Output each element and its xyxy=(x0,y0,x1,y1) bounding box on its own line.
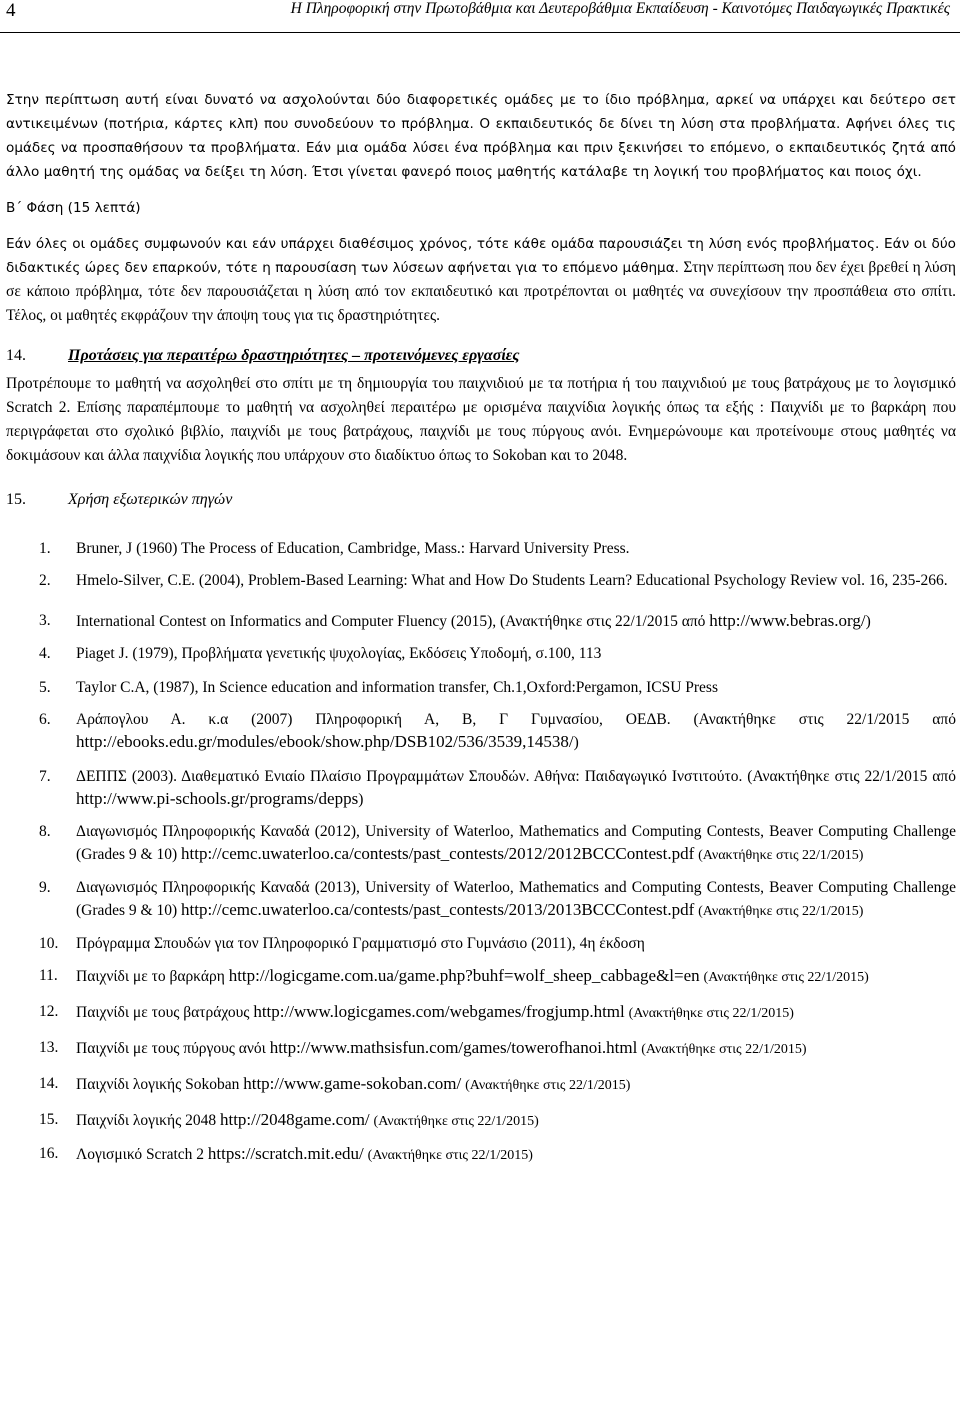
reference-text: Παιχνίδι με τους βατράχους xyxy=(76,1004,250,1021)
reference-text: Piaget J. (1979), Προβλήματα γενετικής ψυχολογίας, Εκδόσεις Υποδομή, σ.100, 113 xyxy=(76,645,602,662)
reference-number: 5. xyxy=(39,679,51,696)
reference-url-link[interactable]: http://cemc.uwaterloo.ca/contests/past_contests/2012/2012BCCContest.pdf xyxy=(181,844,695,863)
reference-retrieved-note: ) xyxy=(573,734,579,751)
reference-text: ΔΕΠΠΣ (2003). Διαθεματικό Ενιαίο Πλαίσιο Προγραμμάτων Σπουδών. Αθήνα: Παιδαγωγικό Ινστιτούτο. (Ανακτήθηκε στις 22/1/2015 από xyxy=(76,768,956,785)
reference-text: Bruner, J (1960) The Process of Education, Cambridge, Mass.: Harvard University Press. xyxy=(76,540,630,557)
section-14-heading: 14. Προτάσεις για περαιτέρω δραστηριότητες – προτεινόμενες εργασίες xyxy=(6,347,520,364)
section-14-paragraph: Προτρέπουμε το μαθητή να ασχοληθεί στο σπίτι με τη δημιουργία του παιχνιδιού με τα ποτήρια ή του παιχνιδιού με τους βατράχους με το λογισμικό Scratch 2. Επίσης παραπέμπουμε το μαθητή να ασχοληθεί περαιτέρω με ορισμένα παιχνίδια λογικής όπως τα εξής : Παιχνίδι με το βαρκάρη που περιγράφεται στο σχολικό βιβλίο, παιχνίδι με τους βατράχους, παιχνίδι με τους πύργους ανόι. Ενημερώνουμε και προτείνουμε στους μαθητές να δοκιμάσουν και άλλα παιχνίδια λογικής που υπάρχουν στο διαδίκτυο όπως το Sokoban και το 2048. xyxy=(6,375,956,464)
reference-text: International Contest on Informatics and Computer Fluency (2015), (Ανακτήθηκε στις 22/1/2015 από xyxy=(76,613,706,630)
reference-retrieved-note: (Ανακτήθηκε στις 22/1/2015) xyxy=(698,848,864,863)
reference-retrieved-note: (Ανακτήθηκε στις 22/1/2015) xyxy=(628,1006,794,1021)
reference-number: 6. xyxy=(39,711,51,728)
reference-item xyxy=(6,965,956,989)
reference-number: 9. xyxy=(39,879,51,896)
reference-item xyxy=(6,1001,956,1025)
reference-item xyxy=(6,709,956,754)
reference-list xyxy=(6,538,956,1167)
reference-url-link[interactable]: http://www.mathsisfun.com/games/towerofhanoi.html xyxy=(269,1038,638,1057)
reference-item xyxy=(6,821,956,867)
reference-number: 13. xyxy=(39,1039,59,1056)
reference-retrieved-note: ) xyxy=(358,791,364,808)
reference-url-link[interactable]: http://www.pi-schools.gr/programs/depps xyxy=(76,789,359,808)
reference-retrieved-note: (Ανακτήθηκε στις 22/1/2015) xyxy=(698,904,864,919)
reference-url-link[interactable]: http://cemc.uwaterloo.ca/contests/past_contests/2013/2013BCCContest.pdf xyxy=(181,900,695,919)
phase-b-paragraph xyxy=(6,232,956,328)
reference-text: Taylor C.A, (1987), In Science education and information transfer, Ch.1,Oxford:Pergamon, ICSU Press xyxy=(76,679,718,696)
reference-item xyxy=(6,1037,956,1061)
reference-item xyxy=(6,538,956,560)
reference-item xyxy=(6,1109,956,1133)
reference-retrieved-note: (Ανακτήθηκε στις 22/1/2015) xyxy=(465,1078,631,1093)
reference-item xyxy=(6,1143,956,1167)
reference-item xyxy=(6,570,956,592)
reference-number: 7. xyxy=(39,768,51,785)
reference-url-link[interactable]: https://scratch.mit.edu/ xyxy=(207,1144,364,1163)
reference-url-link[interactable]: http://ebooks.edu.gr/modules/ebook/show.php/DSB102/536/3539,14538/ xyxy=(76,732,574,751)
reference-text: Λογισμικό Scratch 2 xyxy=(76,1146,205,1163)
page-content xyxy=(6,88,956,1177)
section-14-title: Προτάσεις για περαιτέρω δραστηριότητες – προτεινόμενες εργασίες xyxy=(68,347,520,364)
reference-url-link[interactable]: http://www.logicgames.com/webgames/frogjump.html xyxy=(253,1002,625,1021)
reference-number: 11. xyxy=(39,967,58,984)
reference-text: Παιχνίδι με τους πύργους ανόι xyxy=(76,1040,266,1057)
phase-b-text-sans: Εάν όλες οι ομάδες συμφωνούν και εάν υπάρχει διαθέσιμος χρόνος, τότε κάθε ομάδα παρουσιάζει τη λύση ενός προβλήματος. Εάν οι δύο διδακτικές ώρες δεν επαρκούν, τότε η παρουσίαση των λύσεων αφήνεται για το επόμενο μάθημα. xyxy=(6,236,956,276)
reference-number: 16. xyxy=(39,1145,59,1162)
page-number: 4 xyxy=(6,0,16,21)
running-title: Η Πληροφορική στην Πρωτοβάθμια και Δευτεροβάθμια Εκπαίδευση - Καινοτόμες Παιδαγωγικές Πρακτικές xyxy=(290,0,950,17)
intro-paragraph: Στην περίπτωση αυτή είναι δυνατό να ασχολούνται δύο διαφορετικές ομάδες με το ίδιο πρόβλημα, αρκεί να υπάρχει και δεύτερο σετ αντικειμένων (ποτήρια, κάρτες κλπ) που συνοδεύουν το πρόβλημα. Ο εκπαιδευτικός δε δίνει τη λύση στα προβλήματα. Αφήνει όλες τις ομάδες να προσπαθήσουν τα προβλήματα. Εάν μια ομάδα λύσει ένα πρόβλημα και πριν ξεκινήσει το επόμενο, ο εκπαιδευτικός ζητά από άλλο μαθητή της ομάδας να δείξει τη λύση. Έτσι γίνεται φανερό ποιος μαθητής κατάλαβε τη λογική του προβλήματος και ποιος όχι. xyxy=(6,92,956,180)
reference-url-link[interactable]: http://2048game.com/ xyxy=(219,1110,370,1129)
reference-text: Πρόγραμμα Σπουδών για τον Πληροφορικό Γραμματισμό στο Γυμνάσιο (2011), 4η έκδοση xyxy=(76,935,645,952)
reference-url-link[interactable]: http://www.bebras.org/ xyxy=(709,611,866,630)
reference-text: Διαγωνισμός Πληροφορικής Καναδά (2012), University of Waterloo, Mathematics and Computing Contests, Beaver Computing Challenge (Grades 9 & 10) xyxy=(76,823,956,863)
reference-url-link[interactable]: http://logicgame.com.ua/game.php?buhf=wolf_sheep_cabbage&l=en xyxy=(228,966,700,985)
reference-number: 10. xyxy=(39,935,59,952)
reference-text: Παιχνίδι με το βαρκάρη xyxy=(76,968,225,985)
reference-text: Διαγωνισμός Πληροφορικής Καναδά (2013), University of Waterloo, Mathematics and Computing Contests, Beaver Computing Challenge (Grades 9 & 10) xyxy=(76,879,956,919)
reference-retrieved-note: ) xyxy=(865,613,871,630)
reference-number: 2. xyxy=(39,572,51,589)
reference-text: Hmelo-Silver, C.E. (2004), Problem-Based Learning: What and How Do Students Learn? Educational Psychology Review vol. 16, 235-266. xyxy=(76,572,948,589)
reference-item xyxy=(6,677,956,699)
phase-b-heading: Β΄ Φάση (15 λεπτά) xyxy=(6,200,141,216)
reference-retrieved-note: (Ανακτήθηκε στις 22/1/2015) xyxy=(367,1148,533,1163)
reference-text: Αράπογλου Α. κ.α (2007) Πληροφορική Α, Β, Γ Γυμνασίου, ΟΕΔΒ. (Ανακτήθηκε στις 22/1/2015 από xyxy=(76,711,956,728)
reference-item xyxy=(6,877,956,923)
section-15-title: Χρήση εξωτερικών πηγών xyxy=(68,491,233,508)
reference-number: 3. xyxy=(39,612,51,629)
reference-number: 1. xyxy=(39,540,51,557)
reference-item xyxy=(6,643,956,665)
reference-item xyxy=(6,933,956,955)
reference-number: 12. xyxy=(39,1003,59,1020)
reference-number: 4. xyxy=(39,645,51,662)
page-header xyxy=(0,0,960,33)
reference-retrieved-note: (Ανακτήθηκε στις 22/1/2015) xyxy=(703,970,869,985)
reference-item xyxy=(6,610,956,633)
reference-item xyxy=(6,766,956,811)
reference-retrieved-note: (Ανακτήθηκε στις 22/1/2015) xyxy=(641,1042,807,1057)
reference-url-link[interactable]: http://www.game-sokoban.com/ xyxy=(243,1074,462,1093)
reference-text: Παιχνίδι λογικής Sokoban xyxy=(76,1076,240,1093)
reference-text: Παιχνίδι λογικής 2048 xyxy=(76,1112,217,1129)
reference-number: 8. xyxy=(39,823,51,840)
section-15-heading: 15. Χρήση εξωτερικών πηγών xyxy=(6,491,233,508)
reference-number: 15. xyxy=(39,1111,59,1128)
reference-item xyxy=(6,1073,956,1097)
reference-retrieved-note: (Ανακτήθηκε στις 22/1/2015) xyxy=(373,1114,539,1129)
phase-b-text-serif: Στην περίπτωση που δεν έχει βρεθεί η λύση σε κάποιο πρόβλημα, τότε δεν παρουσιάζεται η λύση από τον εκπαιδευτικό και προτρέπονται οι μαθητές να συνεχίσουν την προσπάθεια στο σπίτι. Τέλος, οι μαθητές εκφράζουν την άποψη τους για τις δραστηριότητες. xyxy=(6,259,956,324)
reference-number: 14. xyxy=(39,1075,59,1092)
